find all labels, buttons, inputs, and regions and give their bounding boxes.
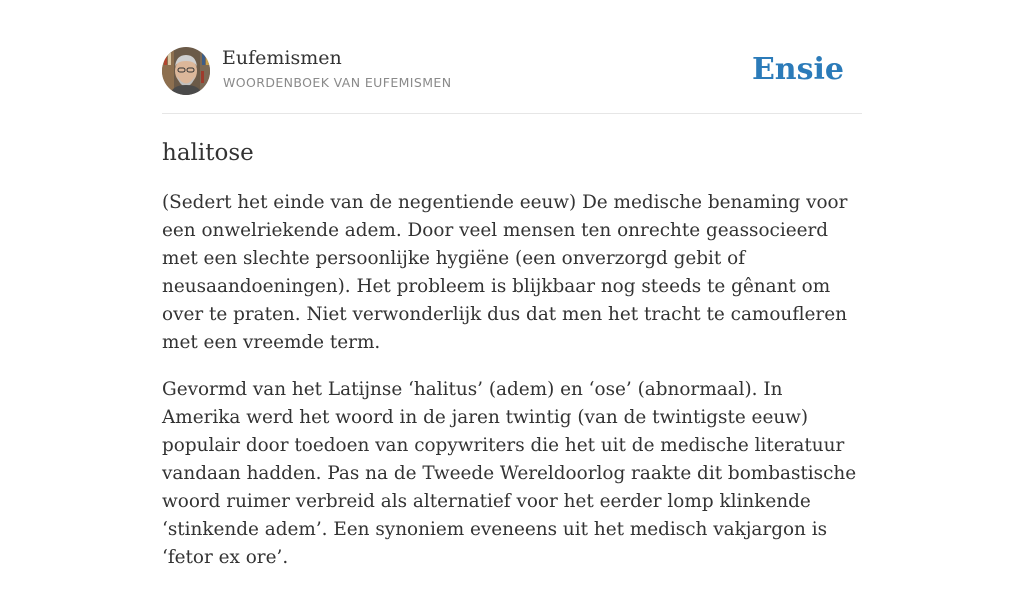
entry-title: halitose bbox=[162, 140, 254, 166]
author-avatar[interactable] bbox=[162, 47, 210, 95]
entry-paragraph: (Sedert het einde van de negentiende eeuw) De medische benaming voor een onwelriekende adem. Door veel mensen ten onrechte geassocieerd met een slechte persoonlijke hygiëne (een onverzorgd gebit of neusaandoeningen). Het probleem is blijkbaar nog steeds te gênant om over te praten. Niet verwonderlijk dus dat men het tracht te camoufleren met een vreemde term. bbox=[162, 192, 848, 353]
author-subtitle: WOORDENBOEK VAN EUFEMISMEN bbox=[223, 75, 452, 90]
author-name[interactable]: Eufemismen bbox=[222, 47, 342, 69]
entry-paragraph: Gevormd van het Latijnse ‘halitus’ (adem) en ‘ose’ (abnormaal). In Amerika werd het woord in de jaren twintig (van de twintigste eeuw) populair door toedoen van copywriters die het uit de medische literatuur vandaan hadden. Pas na de Tweede Wereldoorlog raakte dit bombastische woord ruimer verbreid als alternatief voor het eerder lomp klinkende ‘stinkende adem’. Een synoniem eveneens uit het medisch vakjargon is ‘fetor ex ore’. bbox=[162, 379, 857, 568]
entry-content bbox=[162, 136, 862, 591]
page-header bbox=[162, 46, 862, 96]
ensie-logo[interactable]: Ensie bbox=[751, 52, 844, 87]
header-divider bbox=[162, 113, 862, 114]
